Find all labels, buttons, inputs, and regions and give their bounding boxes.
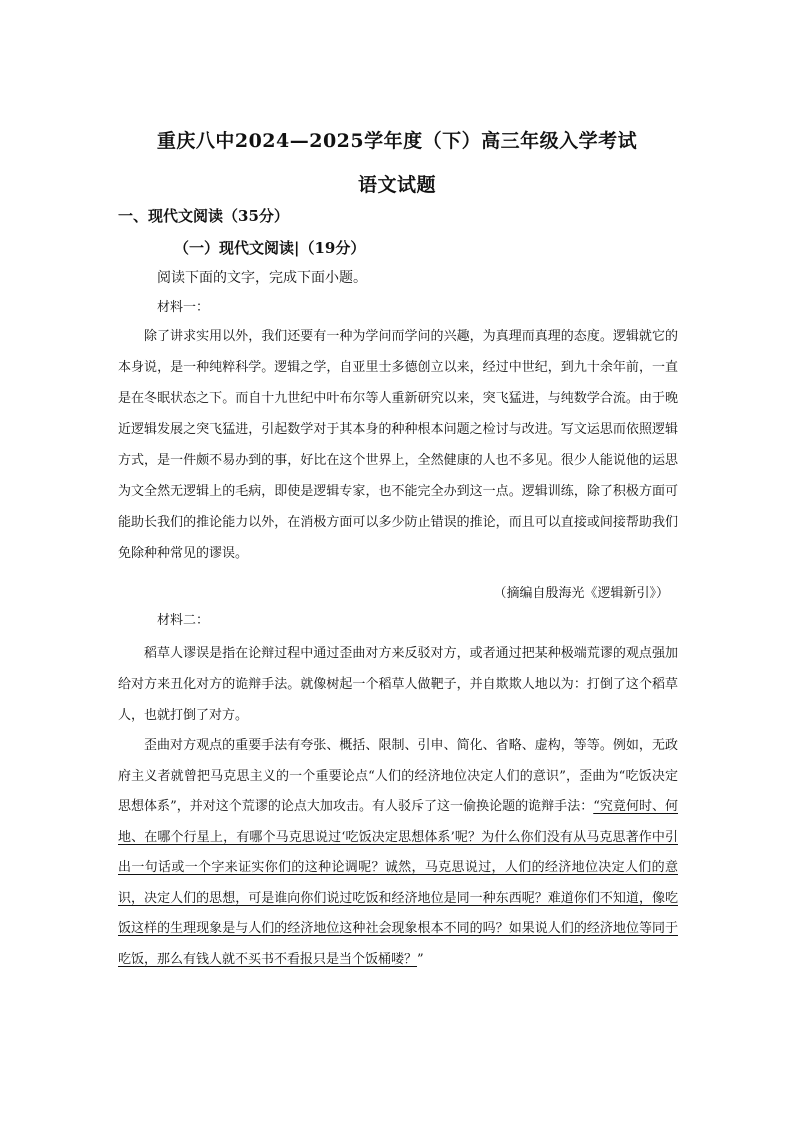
underlined-quote: “究竟何时、何地、在哪个行星上，有哪个马克思说过‘吃饭决定思想体系’呢？为什么你们没有从马克思著作中引出一句话或一个字来证实你们的这种论调呢？诚然，马克思说过，人们的经济地位决定人们的意识，决定人们的思想，可是谁向你们说过吃饭和经济地位是同一种东西呢？难道你们不知道，像吃饭这样的生理现象是与人们的经济地位这种社会现象根本不同的吗？如果说人们的经济地位等同于吃饭，那么有钱人就不买书不看报只是当个饭桶喽？ — [118, 799, 678, 967]
material-one-source: （摘编自殷海光《逻辑新引》） — [493, 586, 669, 601]
reading-instruction: 阅读下面的文字，完成下面小题。 — [157, 270, 367, 286]
paragraph-2-lead: 歪曲对方观点的重要手法有夸张、概括、限制、引申、简化、省略、虚构，等等。例如，无政府主义者就曾把马克思主义的一个重要论点“人们的经济地位决定人们的意识”，歪曲为“吃饭决定思想体系”，并对这个荒谬的论点大加攻击。有人驳斥了这一偷换论题的诡辩手法： — [118, 738, 678, 814]
material-two-paragraph-2 — [118, 731, 678, 975]
section-heading: 一、现代文阅读（35分） — [118, 207, 289, 225]
material-two-paragraph-1: 稻草人谬误是指在论辩过程中通过歪曲对方来反驳对方，或者通过把某种极端荒谬的观点强加给对方来丑化对方的诡辩手法。就像树起一个稻草人做靶子，并自欺欺人地以为：打倒了这个稻草人，也就打倒了对方。 — [118, 646, 678, 723]
subsection-heading: （一）现代文阅读|（19分） — [174, 239, 366, 257]
exam-title: 重庆八中2024—2025学年度（下）高三年级入学考试 — [156, 130, 638, 152]
material-one-paragraph: 除了讲求实用以外，我们还要有一种为学问而学问的兴趣，为真理而真理的态度。逻辑就它的本身说，是一种纯粹科学。逻辑之学，自亚里士多德创立以来，经过中世纪，到九十余年前，一直是在冬眠状态之下。而自十九世纪中叶布尔等人重新研究以来，突飞猛进，与纯数学合流。由于晚近逻辑发展之突飞猛进，引起数学对于其本身的种种根本问题之检讨与改进。写文运思而依照逻辑方式，是一件颇不易办到的事，好比在这个世界上，全然健康的人也不多见。很少人能说他的运思为文全然无逻辑上的毛病，即使是逻辑专家，也不能完全办到这一点。逻辑训练，除了积极方面可能助长我们的推论能力以外，在消极方面可以多少防止错误的推论，而且可以直接或间接帮助我们免除种种常见的谬误。 — [118, 329, 678, 561]
material-two-label: 材料二： — [157, 613, 210, 628]
exam-subtitle: 语文试题 — [357, 174, 436, 196]
quote-close-mark: ” — [417, 951, 424, 967]
material-one-label: 材料一： — [157, 300, 210, 315]
